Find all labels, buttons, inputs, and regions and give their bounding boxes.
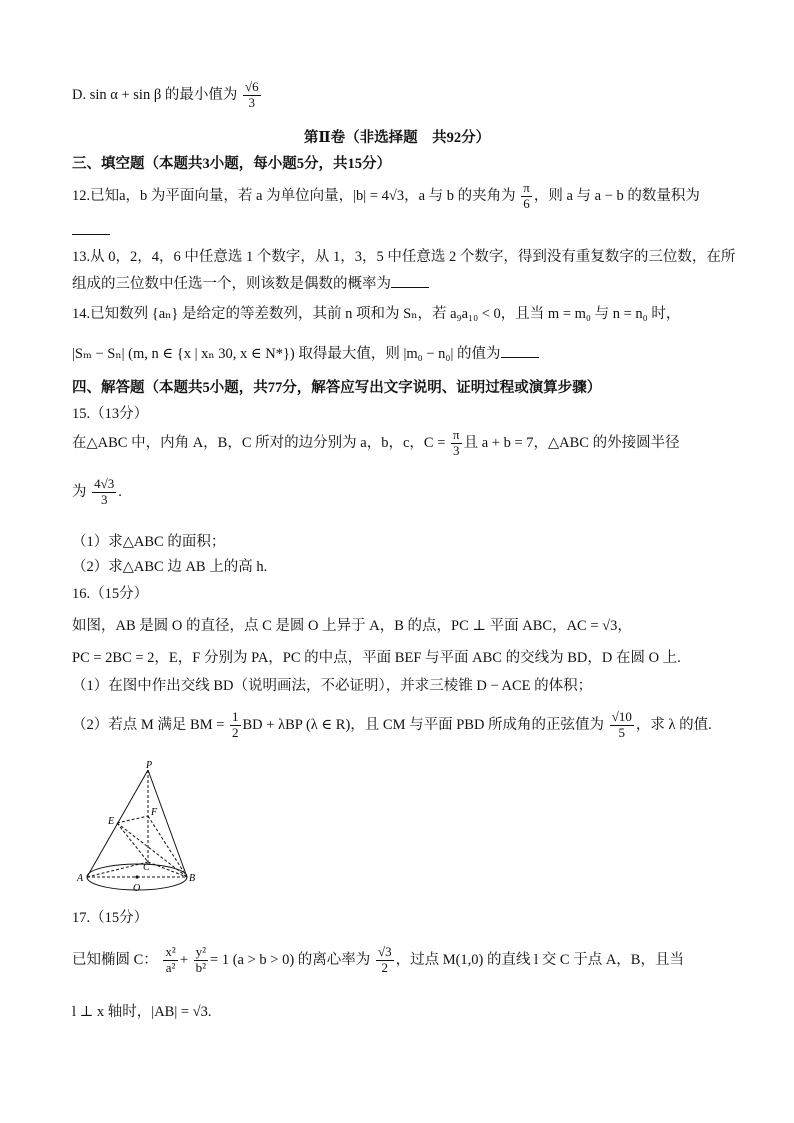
radius-fraction: $\frac{4√3}{3}$ bbox=[94, 476, 115, 507]
label-o: O bbox=[133, 883, 141, 894]
question-16-line1: 如图，AB 是圆 O 的直径，点 C 是圆 O 上异于 A，B 的点，PC ⊥ 平面 ABC，AC = √3， bbox=[72, 618, 632, 634]
segment-ec bbox=[117, 823, 148, 862]
question-17-line1: 已知椭圆 C： $\frac{\text{x²}}{\text{a²}}$ + $\frac{\text{y²}}{\text{b²}}$ = 1 (a > b > 0) 的离心率为 $\frac{√3}{2}$ ，过点 M(1,0) 的直线 l 交 C 于点 A，B，且当 bbox=[72, 944, 684, 975]
question-15-line2: 为 $\frac{4√3}{3}$ . bbox=[72, 476, 122, 507]
q16-part1: （1）在图中作出交线 BD（说明画法，不必证明），并求三棱锥 D − ACE 的体积； bbox=[72, 678, 593, 694]
label-p: P bbox=[146, 760, 153, 771]
half-fraction: $\frac{1}{2}$ bbox=[232, 709, 239, 740]
sine-fraction: $\frac{√10}{5}$ bbox=[611, 709, 632, 740]
eccentricity-fraction: $\frac{√3}{2}$ bbox=[377, 944, 392, 975]
label-f: F bbox=[151, 807, 158, 818]
question-13-line1: 13.从 0，2，4，6 中任意选 1 个数字，从 1，3，5 中任意选 2 个数字，得到没有重复数字的三位数，在所 bbox=[72, 249, 736, 265]
segment-cb bbox=[148, 862, 187, 877]
question-12: 12.已知a，b 为平面向量，若 a 为单位向量，|b| = 4√3，a 与 b 的夹角为 $\frac{\pi}{6}$ ，则 a 与 a − b 的数量积为 bbox=[72, 180, 700, 211]
q15-label: 15.（13分） bbox=[72, 406, 149, 422]
label-a: A bbox=[77, 873, 84, 884]
angle-c-fraction: $\frac{\pi}{3}$ bbox=[453, 427, 460, 458]
q16-label: 16.（15分） bbox=[72, 586, 149, 602]
q14-answer-blank[interactable] bbox=[501, 345, 539, 358]
option-d bbox=[72, 80, 263, 111]
q12-answer-blank[interactable] bbox=[72, 222, 110, 240]
question-13-line2: 组成的三位数中任选一个，则该数是偶数的概率为 bbox=[72, 272, 429, 293]
option-d-text: D. sin α + sin β 的最小值为 bbox=[72, 86, 238, 103]
q15-part2: （2）求△ABC 边 AB 上的高 h. bbox=[72, 559, 268, 575]
edge-pb bbox=[148, 770, 187, 877]
label-e: E bbox=[108, 816, 115, 827]
option-d-fraction: $\frac{√6}{3}$ bbox=[244, 79, 259, 110]
cone-geometry-figure bbox=[72, 760, 212, 895]
part4-heading: 四、解答题（本题共5小题，共77分，解答应写出文字说明、证明过程或演算步骤） bbox=[72, 380, 602, 396]
question-14-line1: 14.已知数列 {aₙ} 是给定的等差数列，其前 n 项和为 Sₙ，若 a₉a₁₀ < 0，且当 m = m₀ 与 n = n₀ 时， bbox=[72, 306, 681, 322]
q13-answer-blank[interactable] bbox=[391, 275, 429, 288]
section-title: 第Ⅱ卷（非选择题 共92分） bbox=[303, 130, 491, 146]
q16-part2: （2）若点 M 满足 BM = $\frac{1}{2}$ BD + λBP (λ ∈ R)，且 CM 与平面 PBD 所成角的正弦值为 $\frac{√10}{5}$ ，求 λ 的值. bbox=[72, 709, 712, 740]
angle-fraction: $\frac{\pi}{6}$ bbox=[523, 180, 530, 211]
magnitude-b: |b| = 4√3 bbox=[353, 187, 405, 204]
question-17-line2: l ⊥ x 轴时，|AB| = √3. bbox=[72, 1004, 212, 1020]
label-b: B bbox=[189, 873, 196, 884]
part3-heading: 三、填空题（本题共3小题，每小题5分，共15分） bbox=[72, 156, 391, 172]
center-o-dot bbox=[135, 875, 138, 878]
q17-label: 17.（15分） bbox=[72, 910, 149, 926]
question-16-line2: PC = 2BC = 2，E，F 分别为 PA，PC 的中点，平面 BEF 与平面 ABC 的交线为 BD，D 在圆 O 上. bbox=[72, 650, 681, 666]
segment-fb bbox=[148, 816, 187, 877]
y-fraction: $\frac{\text{y²}}{\text{b²}}$ bbox=[195, 944, 207, 975]
question-15-line1: 在△ABC 中，内角 A，B，C 所对的边分别为 a，b，c，C = $\frac{\pi}{3}$ 且 a + b = 7，△ABC 的外接圆半径 bbox=[72, 427, 680, 458]
label-c: C bbox=[143, 862, 150, 873]
x-fraction: $\frac{\text{x²}}{\text{a²}}$ bbox=[165, 944, 176, 975]
segment-eb bbox=[117, 823, 187, 877]
question-14-line2: |Sₘ − Sₙ| (m, n ∈ {x | xₙ 30, x ∈ N*}) 取得最大值，则 |m₀ − n₀| 的值为 bbox=[72, 342, 539, 363]
q15-part1: （1）求△ABC 的面积； bbox=[72, 534, 226, 550]
